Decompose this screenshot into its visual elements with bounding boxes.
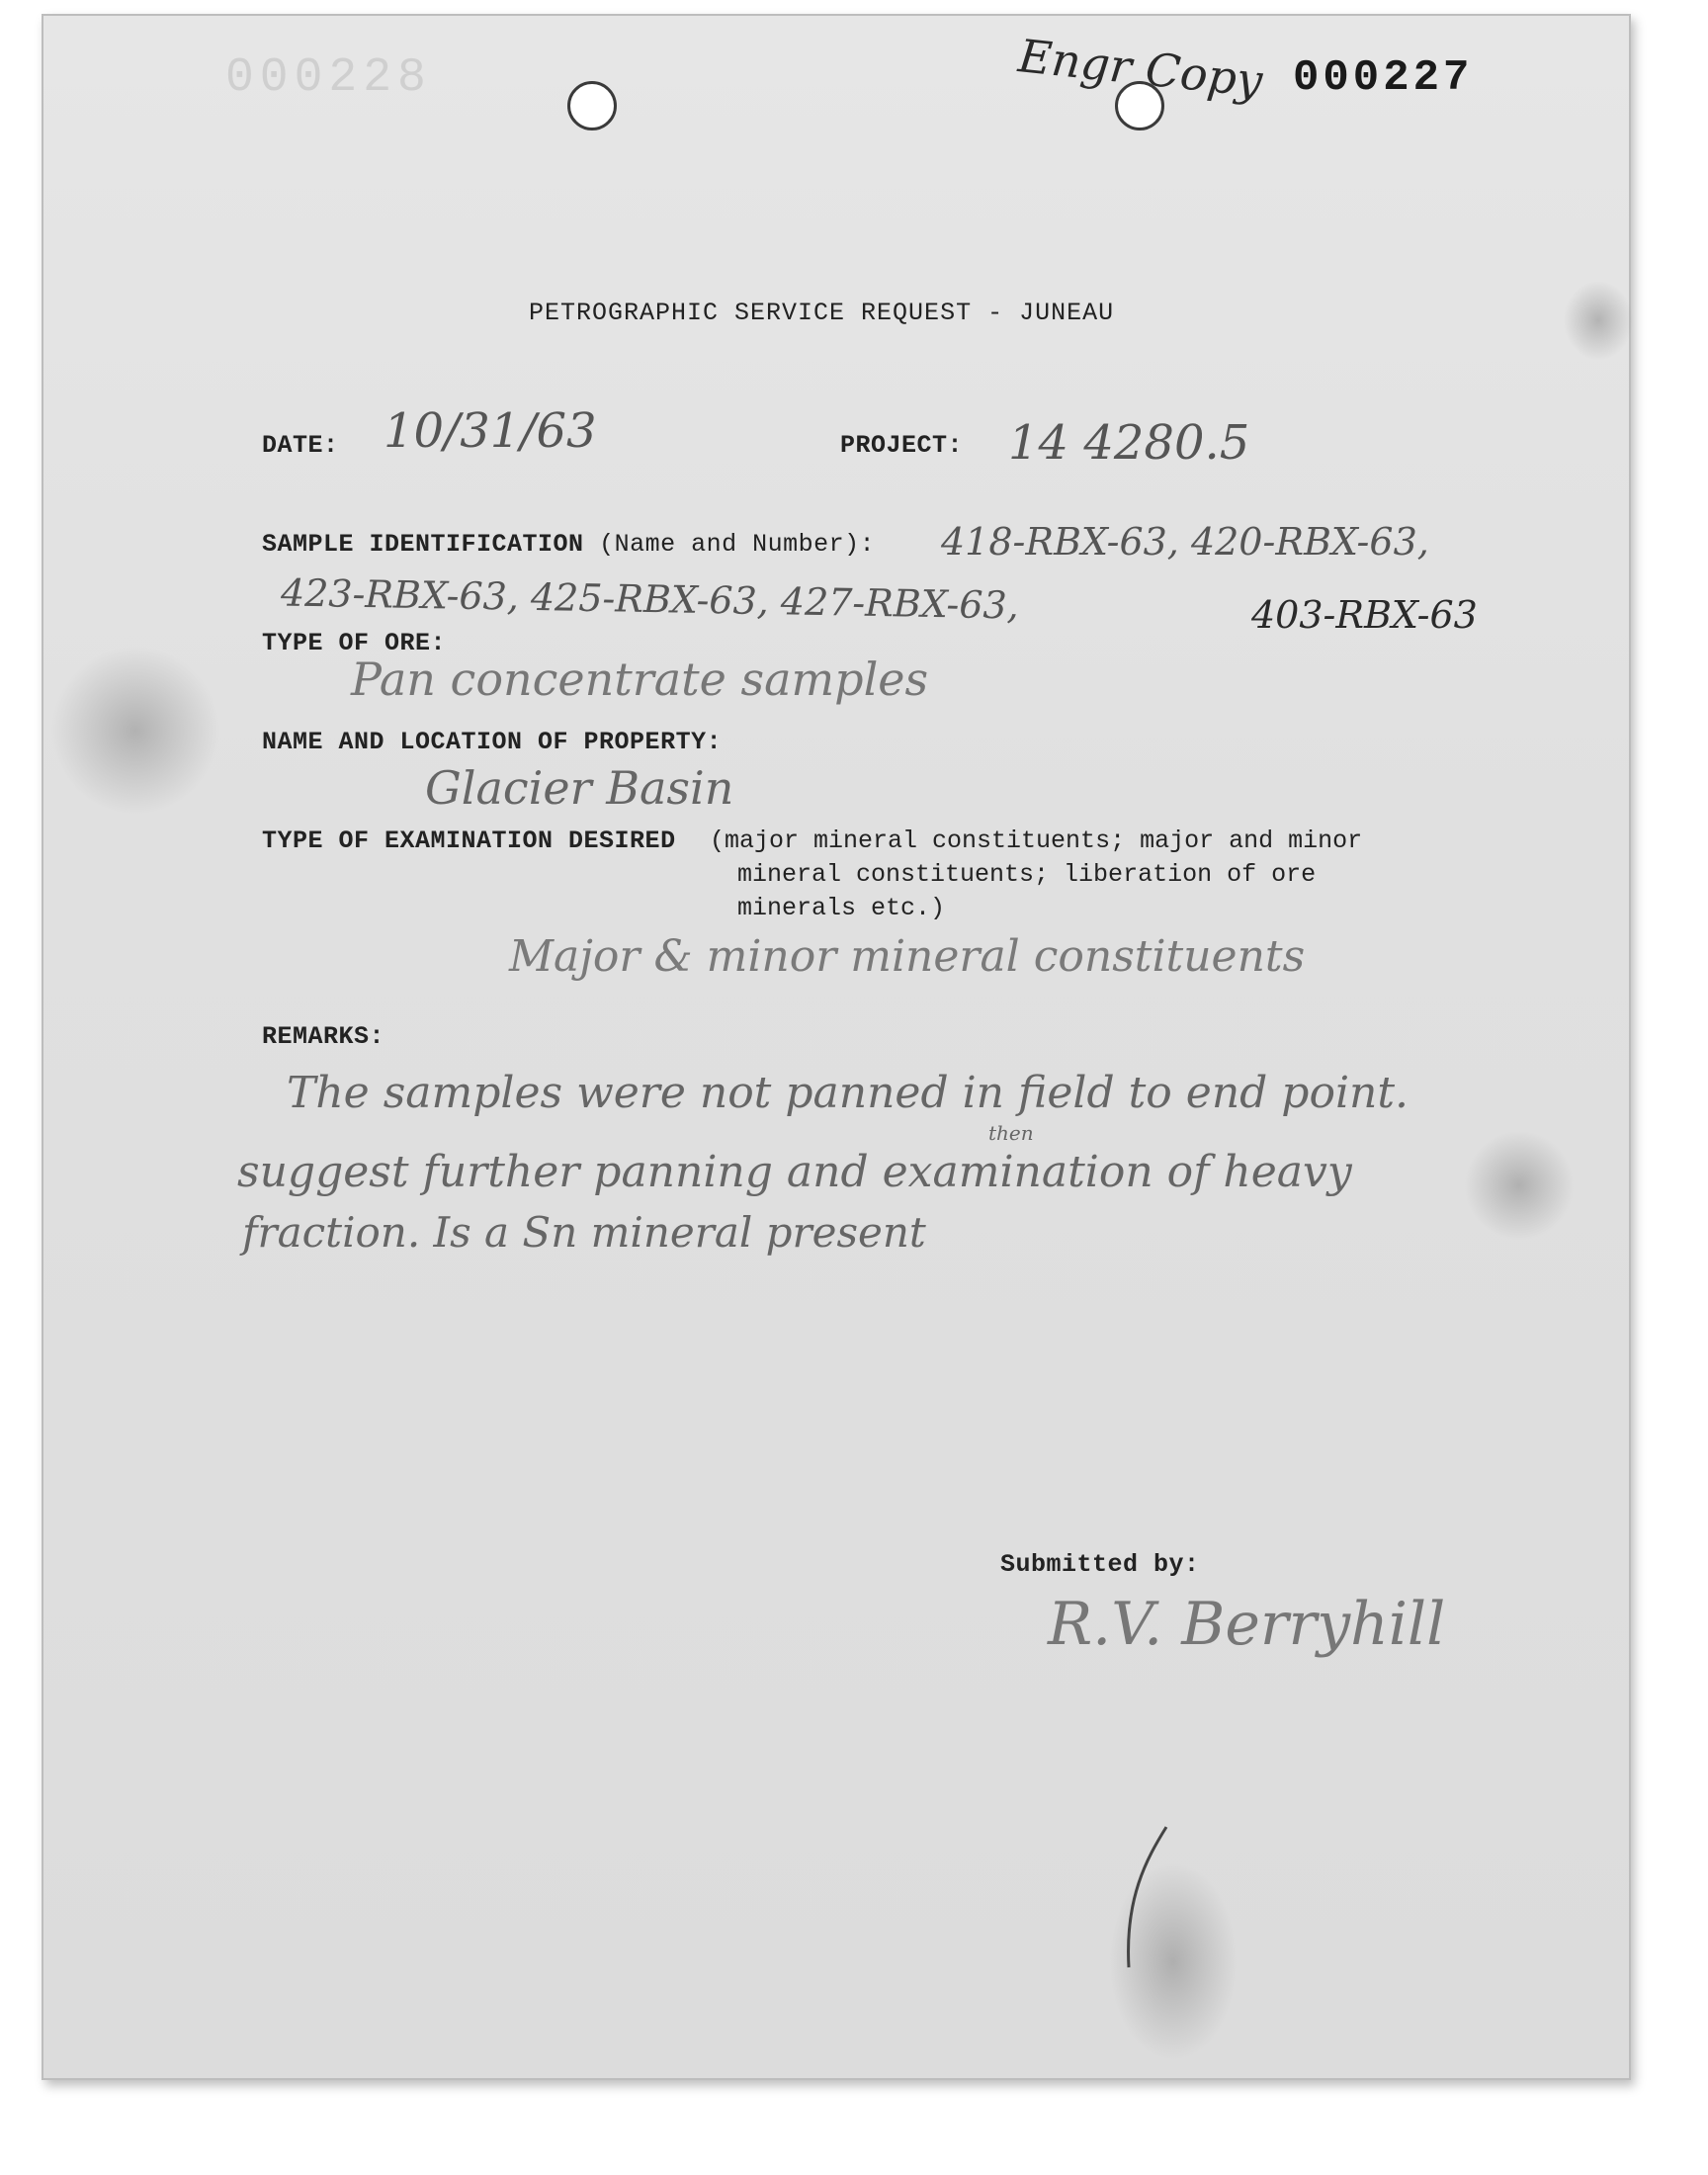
smudge-mark bbox=[1564, 281, 1633, 360]
document-number-stamp: 000227 bbox=[1293, 53, 1474, 103]
property-label: NAME AND LOCATION OF PROPERTY: bbox=[262, 728, 723, 756]
project-label: PROJECT: bbox=[840, 431, 964, 460]
examination-value: Major & minor mineral constituents bbox=[509, 931, 1306, 982]
date-value: 10/31/63 bbox=[384, 403, 597, 459]
sample-identification-paren: (Name and Number): bbox=[599, 530, 876, 559]
project-value: 14 4280.5 bbox=[1008, 415, 1250, 471]
remarks-line-1: The samples were not panned in field to end point. bbox=[287, 1068, 1409, 1118]
pencil-stroke bbox=[1107, 1819, 1186, 1977]
sample-identification-label-text: SAMPLE IDENTIFICATION bbox=[262, 530, 584, 559]
ore-type-label: TYPE OF ORE: bbox=[262, 629, 447, 657]
signature: R.V. Berryhill bbox=[1048, 1590, 1446, 1659]
examination-options-line-2: mineral constituents; liberation of ore bbox=[737, 860, 1317, 889]
property-value: Glacier Basin bbox=[425, 761, 734, 815]
sample-ids-line-2: 423-RBX-63, 425-RBX-63, 427-RBX-63, bbox=[280, 570, 1020, 628]
punch-hole bbox=[567, 81, 617, 130]
ore-type-value: Pan concentrate samples bbox=[351, 652, 929, 706]
examination-options-line-1: (major mineral constituents; major and minor bbox=[710, 826, 1363, 855]
engineer-copy-note: Engr Copy bbox=[1015, 29, 1265, 108]
sample-ids-line-1: 418-RBX-63, 420-RBX-63, bbox=[941, 520, 1429, 564]
submitted-by-label: Submitted by: bbox=[1000, 1550, 1200, 1579]
examination-label: TYPE OF EXAMINATION DESIRED bbox=[262, 826, 676, 855]
remarks-insertion: then bbox=[988, 1121, 1034, 1145]
examination-options-line-3: minerals etc.) bbox=[737, 894, 946, 922]
date-label: DATE: bbox=[262, 431, 339, 460]
sample-ids-line-2-ink: 403-RBX-63 bbox=[1251, 593, 1478, 637]
faint-document-number: 000228 bbox=[225, 51, 432, 105]
sample-identification-label bbox=[262, 530, 875, 559]
remarks-line-2: suggest further panning and examination of heavy bbox=[237, 1147, 1352, 1197]
form-title: PETROGRAPHIC SERVICE REQUEST - JUNEAU bbox=[529, 299, 1115, 327]
smudge-mark bbox=[1465, 1131, 1574, 1240]
remarks-label: REMARKS: bbox=[262, 1022, 385, 1051]
remarks-line-3: fraction. Is a Sn mineral present bbox=[242, 1208, 926, 1257]
smudge-mark bbox=[51, 647, 219, 815]
